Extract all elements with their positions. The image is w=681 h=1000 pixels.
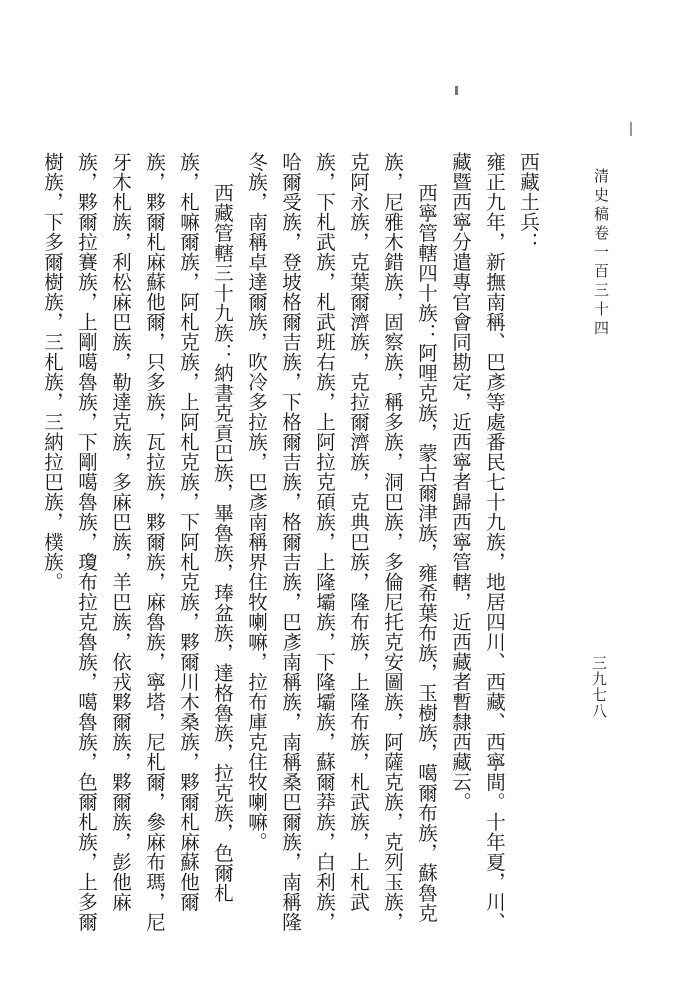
section-heading: 西藏土兵： — [517, 152, 540, 252]
edge-mark — [630, 122, 632, 136]
body-text — [35, 152, 545, 942]
paragraph-xining-tribes: 西寧管轄四十族：阿哩克族，蒙古爾津族，雍希葉布族，玉樹族，噶爾布族，蘇魯克族，尼雅木錯族，固察族，稱多族，洞巴族，多倫尼托克安圖族，阿薩克族，克列玉族，克阿永族，克葉爾濟族，克拉爾濟族，克典巴族，隆布族，上隆布族，札武族，上札武族，下札武族，札武班右族，上阿拉克碩族，上隆壩族，下隆壩族，蘇爾莽族，白利族，哈爾受族，登坡格爾吉族，下格爾吉族，格爾吉族，巴彥南稱族，南稱桑巴爾族，南稱隆冬族，南稱卓達爾族，吹冷多拉族，巴彥南稱界住牧喇嘛，拉布庫克住牧喇嘛。 — [245, 152, 438, 932]
running-title: 清史稿卷一百三十四 — [592, 168, 610, 339]
stray-mark — [455, 86, 458, 95]
paragraph-intro: 雍正九年，新撫南稱、巴彥等處番民七十九族，地居四川、西藏、西寧間。十年夏，川、藏暨西寧分遣專官會同勘定，近西寧者歸西寧管轄，近西藏者暫隸西藏云。 — [449, 152, 506, 932]
paragraph-tibet-tribes: 西藏管轄三十九族：納書克貢巴族，畢魯族，琫盆族，達格魯族，拉克族，色爾札族，札嘛爾族，阿札克族，上阿札克族，下阿札克族，夥爾川木桑族，夥爾札麻蘇他爾族，夥爾札麻蘇他爾，只多族，瓦拉族，夥爾族，麻魯族，寧塔，尼札爾，參麻布瑪，尼牙木札族，利松麻巴族，勒達克族，多麻巴族，羊巴族，依戎夥爾族，夥爾族，彭他麻族，夥爾拉賽族，上剛噶魯族，下剛噶魯族，瓊布拉克魯族，噶魯族，色爾札族，上多爾樹族，下多爾樹族，三札族，三納拉巴族，樸族。 — [41, 152, 234, 932]
page-number: 三九七八 — [590, 655, 608, 719]
